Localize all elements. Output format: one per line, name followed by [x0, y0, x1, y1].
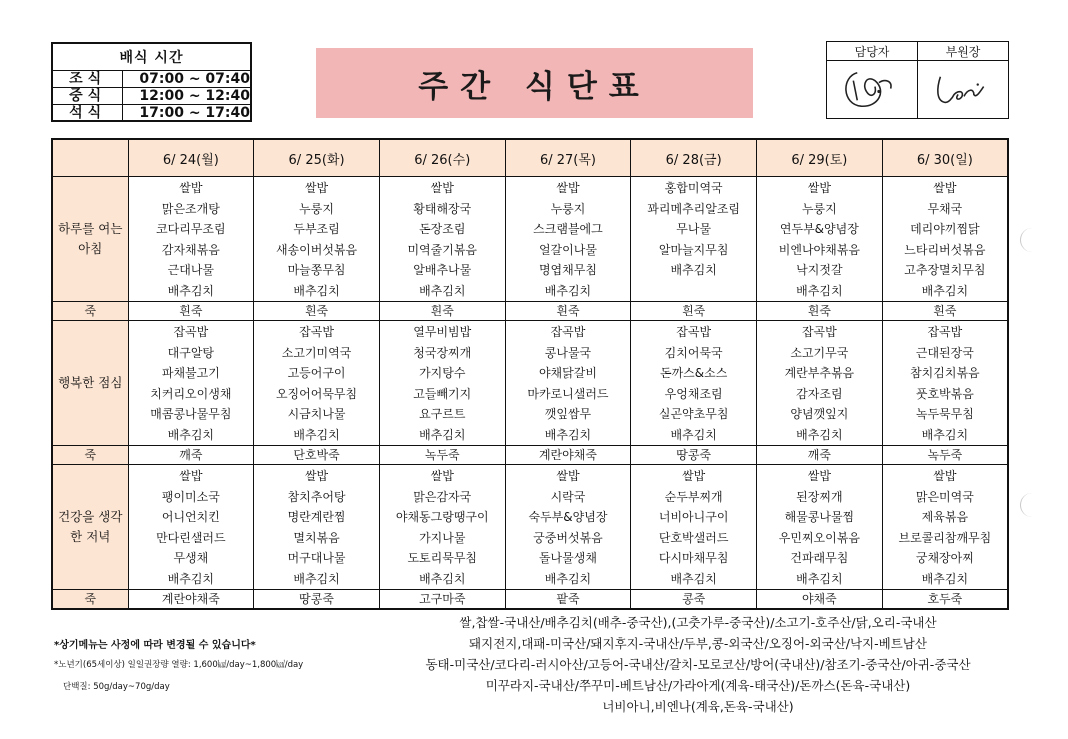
dish-item: 무채국 [927, 201, 963, 216]
signature-manager [827, 61, 917, 118]
dish-item: 다시마채무침 [658, 551, 729, 565]
dish-item: 순두부찌개 [664, 489, 723, 504]
meal-time-label: 석식 [53, 105, 123, 121]
dish-item: 돌나물생채 [538, 551, 597, 565]
dish-item: 알배추나물 [413, 263, 472, 277]
day-header: 6/ 27(목) [505, 139, 631, 177]
signature-vice-director-icon [918, 61, 1008, 118]
dish-item: 건파래무침 [790, 551, 849, 565]
dish-item: 데리야끼찜닭 [910, 222, 980, 236]
dish-item: 어니언치킨 [161, 510, 220, 524]
dish-item: 잡곡밥 [676, 325, 712, 339]
change-notice: *상기메뉴는 사정에 따라 변경될 수 있습니다* [54, 640, 256, 651]
day-header: 6/ 24(월) [128, 139, 254, 177]
dish-item: 야채닭갈비 [538, 366, 597, 380]
dish-item: 궁중버섯볶음 [533, 530, 603, 545]
dish-item: 열무비빔밥 [413, 325, 472, 339]
meal-cell [379, 321, 505, 446]
dish-item: 쌀밥 [556, 181, 580, 195]
dish-item: 누룽지 [299, 201, 334, 216]
dish-item: 잡곡밥 [927, 325, 963, 339]
dish-item: 배추김치 [167, 283, 215, 298]
dish-item: 도토리묵무침 [407, 551, 478, 565]
porridge-cell: 녹두죽 [882, 446, 1008, 465]
meal-cell [254, 465, 380, 590]
dish-item: 가지탕수 [419, 366, 466, 380]
meal-time-value: 17:00 ~ 17:40 [139, 105, 250, 121]
dish-item: 배추김치 [796, 571, 843, 586]
meal-row-dinner [52, 465, 1008, 590]
origin-line: 미꾸라지-국내산/쭈꾸미-베트남산/가라아게(계육-태국산)/돈까스(돈육-국내산) [485, 678, 911, 693]
dish-item: 브로콜리참깨무침 [898, 530, 992, 545]
dish-item: 비엔나야채볶음 [778, 242, 860, 257]
dish-item: 계란부추볶음 [784, 366, 855, 380]
dish-item: 양념깻잎지 [790, 407, 849, 421]
meal-cell [505, 321, 631, 446]
dish-item: 소고기미역국 [281, 345, 352, 360]
dish-item: 오징어어묵무침 [275, 386, 358, 401]
meal-time-label: 중식 [53, 88, 123, 104]
menu-body [52, 177, 1008, 610]
porridge-cell: 깨죽 [128, 446, 254, 465]
dish-item: 무나물 [676, 222, 712, 236]
meal-cell [631, 321, 757, 446]
signature-manager-icon [827, 61, 917, 118]
dish-item: 풋호박볶음 [915, 386, 974, 401]
signature-vice-director [918, 61, 1008, 118]
day-header: 6/ 30(일) [882, 139, 1008, 177]
dish-item: 배추김치 [670, 427, 717, 442]
dish-item: 해물콩나물찜 [784, 510, 855, 524]
approval-header: 담당자 [827, 42, 917, 61]
dish-item: 너비아니구이 [658, 510, 729, 524]
porridge-cell: 계란야채죽 [505, 446, 631, 465]
dish-item: 잡곡밥 [550, 325, 586, 339]
dish-item: 쌀밥 [682, 469, 706, 483]
dish-item: 배추김치 [544, 571, 592, 586]
dish-item: 녹두묵무침 [915, 407, 974, 421]
dish-item: 쌀밥 [807, 181, 831, 195]
dish-item: 쌀밥 [807, 469, 831, 483]
meal-cell [757, 177, 883, 302]
dish-item: 우엉채조림 [664, 386, 723, 401]
meal-row-breakfast [52, 177, 1008, 302]
dish-item: 치커리오이생채 [150, 386, 232, 401]
porridge-cell: 단호박죽 [254, 446, 380, 465]
dish-item: 시금치나물 [287, 407, 346, 421]
dish-item: 참치김치볶음 [910, 366, 980, 380]
dish-item: 누룽지 [550, 201, 586, 216]
dish-item: 두부조림 [293, 222, 340, 236]
dish-item: 쌀밥 [304, 469, 329, 483]
meal-cell [128, 321, 254, 446]
dish-item: 코다리무조림 [156, 222, 226, 236]
dish-item: 배추김치 [419, 427, 466, 442]
meal-cell [254, 321, 380, 446]
meal-time-value: 12:00 ~ 12:40 [139, 88, 250, 104]
dish-item: 돈장조림 [419, 222, 466, 236]
porridge-cell: 계란야채죽 [128, 590, 254, 610]
meal-cell [631, 177, 757, 302]
dish-item: 배추김치 [293, 427, 340, 442]
dish-item: 황태해장국 [413, 201, 472, 216]
dish-item: 스크램블에그 [533, 222, 603, 236]
dish-item: 쌀밥 [430, 469, 454, 483]
meal-cell [128, 465, 254, 590]
dish-item: 쌀밥 [933, 181, 957, 195]
dish-item: 숙두부&양념장 [528, 510, 608, 524]
dish-item: 매콤콩나물무침 [150, 407, 232, 421]
approval-header: 부원장 [918, 42, 1008, 61]
dish-item: 배추김치 [293, 571, 340, 586]
meal-cell [882, 177, 1008, 302]
meal-cell [379, 465, 505, 590]
dish-item: 궁채장아찌 [915, 551, 974, 565]
meal-time-value: 07:00 ~ 07:40 [139, 71, 250, 87]
porridge-cell: 땅콩죽 [254, 590, 380, 610]
dish-item: 우민찌오이볶음 [778, 530, 860, 545]
dish-item: 시락국 [550, 489, 586, 504]
dish-item: 낙지젓갈 [796, 263, 843, 277]
dish-item: 배추김치 [921, 283, 969, 298]
dish-item: 단호박샐러드 [658, 530, 729, 545]
dish-item: 누룽지 [801, 201, 837, 216]
dish-item: 배추김치 [796, 283, 843, 298]
porridge-cell: 흰죽 [631, 302, 757, 321]
meal-row-lunch [52, 321, 1008, 446]
dish-item: 만다린샐러드 [156, 530, 226, 545]
protein-note: 단백질: 50g/day~70g/day [63, 682, 170, 692]
page-title: 주간 식단표 [418, 68, 651, 105]
dish-item: 감자채볶음 [161, 242, 220, 257]
dish-item: 연두부&양념장 [779, 222, 859, 236]
origin-info [378, 612, 1018, 717]
meal-cell [882, 321, 1008, 446]
dish-item: 배추김치 [921, 571, 969, 586]
day-header: 6/ 25(화) [254, 139, 380, 177]
meal-time-row-lunch [53, 88, 250, 105]
meal-cell [631, 465, 757, 590]
dish-item: 맑은감자국 [413, 489, 472, 504]
dish-item: 청국장찌개 [413, 345, 472, 360]
dish-item: 마카로니샐러드 [527, 386, 609, 401]
meal-cell [505, 465, 631, 590]
dish-item: 머구대나물 [287, 551, 346, 565]
dish-item: 고추장멸치무침 [904, 263, 986, 277]
dish-item: 명엽채무침 [538, 263, 597, 277]
dish-item: 깻잎쌈무 [544, 407, 592, 421]
dish-item: 명란계란찜 [287, 510, 346, 524]
porridge-cell: 호두죽 [882, 590, 1008, 610]
meal-time-label: 조식 [53, 71, 123, 87]
dish-item: 배추김치 [544, 283, 592, 298]
dish-item: 쌀밥 [430, 181, 454, 195]
dish-item: 배추김치 [419, 283, 466, 298]
approval-column-manager [827, 42, 918, 118]
corner-cell [52, 139, 128, 177]
approval-column-vice-director [918, 42, 1008, 118]
porridge-cell: 흰죽 [757, 302, 883, 321]
origin-line: 동태-미국산/코다리-러시아산/고등어-국내산/갈치-모로코산/방어(국내산)/참조기-중국산/아귀-중국산 [425, 657, 971, 672]
dish-item: 배추김치 [167, 427, 215, 442]
dish-item: 참치추어탕 [287, 489, 346, 504]
meal-section-label: 행복한 점심 [52, 321, 128, 446]
porridge-label: 죽 [52, 590, 128, 610]
porridge-cell: 흰죽 [882, 302, 1008, 321]
dish-item: 홍합미역국 [664, 181, 723, 195]
dish-item: 쌀밥 [179, 469, 203, 483]
origin-line: 돼지전지,대패-미국산/돼지후지-국내산/두부,콩-외국산/오징어-외국산/낙지-베트남산 [469, 636, 927, 651]
porridge-cell: 흰죽 [505, 302, 631, 321]
approval-box [826, 41, 1009, 119]
dish-item: 배추김치 [293, 283, 340, 298]
meal-section-label: 건강을 생각한 저녁 [52, 465, 128, 590]
meal-cell [505, 177, 631, 302]
dish-item: 고들빼기지 [413, 386, 472, 401]
porridge-cell: 깨죽 [757, 446, 883, 465]
elderly-calorie-note: *노년기(65세이상) 일일권장량 열량: 1,600㎉/day~1,800㎉/day [54, 660, 304, 670]
day-header: 6/ 26(수) [379, 139, 505, 177]
dish-item: 새송이버섯볶음 [275, 242, 358, 257]
dish-item: 맑은조개탕 [161, 201, 220, 216]
dish-item: 배추김치 [419, 571, 466, 586]
porridge-cell: 흰죽 [379, 302, 505, 321]
dish-item: 소고기무국 [790, 345, 849, 360]
dish-item: 요구르트 [419, 407, 466, 421]
porridge-cell: 콩죽 [631, 590, 757, 610]
meal-cell [757, 321, 883, 446]
dish-item: 야채동그랑땡구이 [395, 510, 489, 524]
dish-item: 배추김치 [796, 427, 843, 442]
title-banner [316, 48, 753, 118]
dish-item: 느타리버섯볶음 [904, 242, 986, 257]
porridge-cell: 고구마죽 [379, 590, 505, 610]
dish-item: 쌀밥 [179, 181, 203, 195]
porridge-cell: 녹두죽 [379, 446, 505, 465]
dish-item: 쌀밥 [304, 181, 329, 195]
dish-item: 파채불고기 [161, 366, 220, 380]
day-header-row [52, 139, 1008, 177]
dish-item: 잡곡밥 [801, 325, 837, 339]
porridge-cell: 흰죽 [128, 302, 254, 321]
dish-item: 배추김치 [167, 571, 215, 586]
dish-item: 알마늘지무침 [658, 242, 729, 257]
dish-item: 맑은미역국 [915, 489, 974, 504]
porridge-row-breakfast [52, 302, 1008, 321]
meal-cell [379, 177, 505, 302]
day-header: 6/ 29(토) [757, 139, 883, 177]
dish-item: 꽈리메추리알조림 [647, 201, 741, 216]
meal-time-title: 배식 시간 [53, 44, 250, 71]
dish-item: 감자조림 [796, 386, 843, 401]
meal-time-box [51, 42, 252, 122]
dish-item: 콩나물국 [544, 345, 592, 360]
dish-item: 배추김치 [670, 263, 717, 277]
dish-item: 멸치볶음 [293, 530, 340, 545]
dish-item: 배추김치 [544, 427, 592, 442]
dish-item: 배추김치 [921, 427, 969, 442]
dish-item: 쌀밥 [933, 469, 957, 483]
porridge-cell: 야채죽 [757, 590, 883, 610]
porridge-row-lunch [52, 446, 1008, 465]
dish-item: 잡곡밥 [173, 325, 209, 339]
dish-item: 고등어구이 [287, 366, 346, 380]
dish-item: 돈까스&소스 [660, 366, 728, 380]
dish-item [631, 281, 756, 302]
meal-cell [128, 177, 254, 302]
porridge-label: 죽 [52, 446, 128, 465]
porridge-cell: 땅콩죽 [631, 446, 757, 465]
meal-section-label: 하루를 여는 아침 [52, 177, 128, 302]
origin-line: 쌀,찹쌀-국내산/배추김치(배추-중국산),(고춧가루-중국산)/소고기-호주산/닭,오리-국내산 [459, 615, 937, 630]
dish-item: 된장찌개 [796, 489, 843, 504]
dish-item: 잡곡밥 [299, 325, 334, 339]
porridge-row-dinner [52, 590, 1008, 610]
dish-item: 대구알탕 [167, 345, 215, 360]
dish-item: 무생채 [173, 551, 209, 565]
dish-item: 제육볶음 [921, 510, 969, 524]
punch-hole-mark [1020, 228, 1033, 252]
dish-item: 근대나물 [167, 263, 215, 277]
dish-item: 김치어묵국 [664, 345, 723, 360]
porridge-label: 죽 [52, 302, 128, 321]
dish-item: 배추김치 [670, 571, 717, 586]
porridge-cell: 흰죽 [254, 302, 380, 321]
dish-item: 얼갈이나물 [538, 242, 597, 257]
origin-line: 너비아니,비엔나(계육,돈육-국내산) [602, 699, 794, 714]
dish-item: 실곤약초무침 [658, 407, 729, 421]
meal-time-row-dinner [53, 105, 250, 121]
meal-cell [254, 177, 380, 302]
meal-cell [882, 465, 1008, 590]
meal-time-row-breakfast [53, 71, 250, 88]
dish-item: 근대된장국 [915, 345, 974, 360]
dish-item: 가지나물 [419, 530, 466, 545]
weekly-menu-table [51, 138, 1009, 610]
meal-cell [757, 465, 883, 590]
dish-item: 쌀밥 [556, 469, 580, 483]
dish-item: 팽이미소국 [161, 489, 220, 504]
dish-item: 미역줄기볶음 [407, 242, 478, 257]
dish-item: 마늘쫑무침 [287, 263, 346, 277]
porridge-cell: 팥죽 [505, 590, 631, 610]
punch-hole-mark [1020, 493, 1033, 517]
day-header: 6/ 28(금) [631, 139, 757, 177]
